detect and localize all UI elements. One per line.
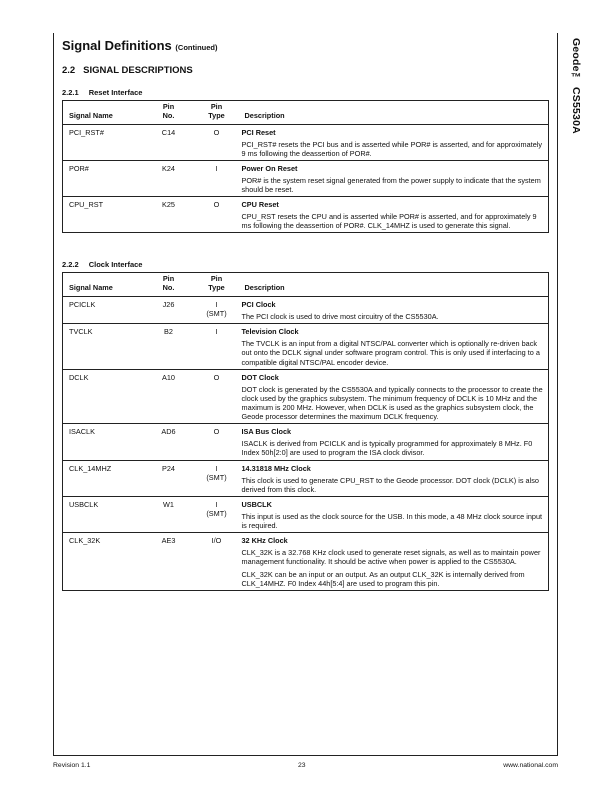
description-text: The PCI clock is used to drive most circuitry of the CS5530A. — [241, 312, 439, 322]
description-title: CPU Reset — [241, 200, 279, 210]
header-line: Pin — [162, 102, 175, 111]
description-text: The TVCLK is an input from a digital NTSC/PAL converter which is optionally re-driven back out onto the DCLK signal under software program control. This is only used if interfacing to a compatible digital NTSC/PAL encoder device. — [241, 339, 540, 367]
description-title: 32 KHz Clock — [241, 536, 288, 546]
pin-number-cell: AE3 — [143, 533, 195, 591]
reset-header-pin-no — [143, 101, 195, 125]
description-text: DOT clock is generated by the CS5530A and typically connects to the processor to create the clock used by the graphics subsystem. The minimum frequency of DCLK is 10 MHz and the maximum is 200 MHz. However, when DCLK is used as the graphics subsystem clock, the Geode processor determines the maximum DCLK frequency. — [241, 384, 543, 422]
clock-header-pin-type — [195, 273, 239, 297]
footer-url[interactable]: www.national.com — [503, 762, 558, 769]
reset-interface-table — [62, 100, 549, 233]
header-line: Type — [208, 283, 225, 293]
description-cell — [239, 496, 549, 532]
pin-type-qualifier: (SMT) — [206, 508, 227, 518]
pin-type-value: I/O — [211, 536, 222, 546]
table-row — [63, 424, 549, 460]
pin-type-cell — [195, 296, 239, 323]
header-line: No. — [162, 283, 175, 293]
description-text: PCI_RST# resets the PCI bus and is asserted while POR# is asserted, and for approximately 9 ms following the deassertion of POR#. — [241, 139, 543, 158]
reset-subsection-heading — [62, 88, 550, 97]
clock-header-signal-name: Signal Name — [63, 273, 143, 297]
page-title-suffix: (Continued) — [175, 43, 218, 52]
pin-type-cell — [195, 496, 239, 532]
clock-header-description: Description — [239, 273, 549, 297]
header-line: Pin — [210, 102, 223, 111]
pin-number-cell: P24 — [143, 460, 195, 496]
description-title: PCI Reset — [241, 127, 276, 137]
signal-name-cell: PCICLK — [63, 296, 143, 323]
description-cell — [239, 324, 549, 369]
page-frame-bottom — [53, 755, 558, 756]
description-title: Power On Reset — [241, 163, 298, 173]
pin-type-value: I — [215, 463, 218, 473]
description-cell — [239, 296, 549, 323]
pin-number-cell: C14 — [143, 124, 195, 160]
pin-type-cell — [195, 197, 239, 233]
description-text: ISACLK is derived from PCICLK and is typically programmed for approximately 8 MHz. F0 Index 50h[2:0] are used to program the ISA clock divisor. — [241, 439, 533, 458]
pin-type-value: I — [215, 299, 218, 309]
signal-name-cell: CPU_RST — [63, 197, 143, 233]
reset-header-row — [63, 101, 549, 125]
page-content — [62, 38, 550, 591]
pin-type-value: O — [213, 127, 220, 137]
description-title: USBCLK — [241, 499, 272, 509]
table-row — [63, 197, 549, 233]
reset-subsection-number: 2.2.1 — [62, 88, 79, 97]
description-title: PCI Clock — [241, 299, 276, 309]
clock-interface-table — [62, 272, 549, 590]
pin-type-qualifier: (SMT) — [206, 309, 227, 319]
table-row — [63, 460, 549, 496]
pin-number-cell: B2 — [143, 324, 195, 369]
description-text: CPU_RST resets the CPU and is asserted while POR# is asserted, and for approximately 9 ms following the deassertion of POR#. CLK_14MHZ is used to generate this signal. — [241, 212, 537, 231]
pin-type-value: O — [213, 372, 220, 382]
reset-header-pin-type — [195, 101, 239, 125]
pin-number-cell: K25 — [143, 197, 195, 233]
pin-type-value: O — [213, 427, 220, 437]
description-cell — [239, 124, 549, 160]
description-text: This clock is used to generate CPU_RST to the Geode processor. DOT clock (DCLK) is also derived from this clock. — [241, 475, 539, 494]
description-cell — [239, 460, 549, 496]
table-row — [63, 369, 549, 424]
reset-header-signal-name: Signal Name — [63, 101, 143, 125]
reset-subsection-title: Reset Interface — [88, 88, 143, 97]
signal-name-cell: TVCLK — [63, 324, 143, 369]
description-cell — [239, 424, 549, 460]
description-text: POR# is the system reset signal generated from the power supply to indicate that the system should be reset. — [241, 175, 541, 195]
pin-type-cell — [195, 324, 239, 369]
pin-number-cell: A10 — [143, 369, 195, 424]
description-title: Television Clock — [241, 327, 299, 337]
clock-subsection-number: 2.2.2 — [62, 260, 79, 270]
clock-header-pin-no — [143, 273, 195, 297]
pin-number-cell: W1 — [143, 496, 195, 532]
header-line: Pin — [162, 274, 175, 284]
table-row — [63, 124, 549, 160]
pin-type-value: I — [215, 499, 218, 509]
description-title: ISA Bus Clock — [241, 427, 292, 437]
pin-type-value: I — [215, 327, 218, 337]
pin-number-cell: J26 — [143, 296, 195, 323]
pin-type-value: I — [215, 163, 218, 173]
table-row — [63, 296, 549, 323]
description-cell — [239, 533, 549, 591]
table-row — [63, 496, 549, 532]
clock-header-row — [63, 273, 549, 297]
page-frame-left — [53, 33, 54, 755]
footer-revision: Revision 1.1 — [53, 762, 91, 769]
pin-type-cell — [195, 369, 239, 424]
page-title — [62, 38, 550, 53]
clock-subsection-title: Clock Interface — [88, 260, 143, 270]
pin-number-cell: K24 — [143, 160, 195, 196]
section-title: SIGNAL DESCRIPTIONS — [83, 65, 193, 76]
page-title-text: Signal Definitions — [62, 38, 172, 53]
section-heading — [62, 65, 550, 76]
description-text: This input is used as the clock source for the USB. In this mode, a 48 MHz clock source input is required. — [241, 511, 543, 531]
pin-type-qualifier: (SMT) — [206, 472, 227, 482]
table-row — [63, 533, 549, 591]
pin-type-cell — [195, 424, 239, 460]
pin-type-cell — [195, 460, 239, 496]
signal-name-cell: DCLK — [63, 369, 143, 424]
header-line: No. — [162, 110, 175, 120]
signal-name-cell: ISACLK — [63, 424, 143, 460]
description-title: DOT Clock — [241, 372, 279, 382]
side-product-title: Geode™ CS5530A — [570, 38, 582, 134]
clock-subsection-heading — [62, 260, 550, 269]
pin-type-cell — [195, 533, 239, 591]
description-text: CLK_32K is a 32.768 KHz clock used to generate reset signals, as well as to maintain power management functionality. It should be active when power is applied to the CS5530A. — [241, 548, 541, 567]
header-line: Type — [208, 110, 225, 120]
description-cell — [239, 160, 549, 196]
description-text-2: CLK_32K can be an input or an output. As an output CLK_32K is internally derived from CLK_14MHZ. F0 Index 44h[5:4] are used to program this pin. — [241, 569, 525, 588]
reset-header-description: Description — [239, 101, 549, 125]
header-line: Pin — [210, 274, 223, 284]
description-cell — [239, 369, 549, 424]
section-number: 2.2 — [62, 65, 76, 76]
signal-name-cell: CLK_14MHZ — [63, 460, 143, 496]
table-row — [63, 160, 549, 196]
pin-type-cell — [195, 160, 239, 196]
footer-page-number: 23 — [298, 762, 306, 769]
description-cell — [239, 197, 549, 233]
table-row — [63, 324, 549, 369]
pin-number-cell: AD6 — [143, 424, 195, 460]
signal-name-cell: POR# — [63, 160, 143, 196]
page-frame-right — [557, 33, 558, 755]
signal-name-cell: CLK_32K — [63, 533, 143, 591]
description-title: 14.31818 MHz Clock — [241, 463, 311, 473]
signal-name-cell: USBCLK — [63, 496, 143, 532]
pin-type-cell — [195, 124, 239, 160]
signal-name-cell: PCI_RST# — [63, 124, 143, 160]
pin-type-value: O — [213, 200, 220, 210]
